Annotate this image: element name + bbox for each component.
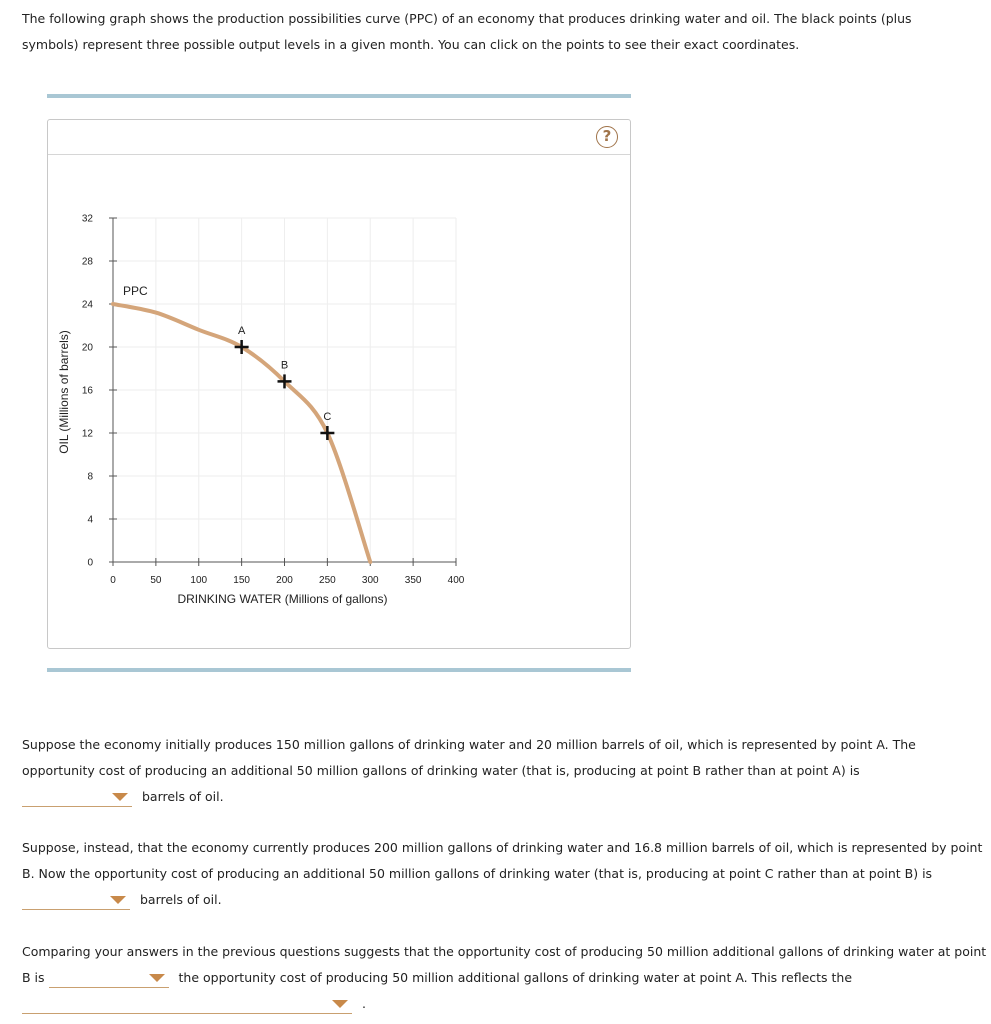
question-1 — [22, 732, 990, 810]
chevron-down-icon — [332, 1000, 348, 1008]
q1-answer-dropdown[interactable] — [22, 788, 132, 807]
point-label: B — [280, 359, 289, 372]
point-label: C — [323, 411, 332, 423]
y-tick-label: 16 — [81, 385, 93, 397]
chart-grid — [113, 218, 456, 562]
point-label: A — [237, 325, 246, 337]
x-tick-label: 100 — [190, 575, 208, 586]
question-2-suffix: barrels of oil. — [139, 892, 222, 907]
y-tick-label: 24 — [81, 299, 93, 311]
question-3-text: Comparing your answers in the previous questions suggests that the opportunity cost of producing 50 million additional gallons of drinking water at point B is — [22, 944, 987, 985]
question-1-text: Suppose the economy initially produces 150 million gallons of drinking water and 20 million barrels of oil, which is represented by point A. The opportunity cost of producing an additional 50 million gallons of drinking water (that is, producing at point B rather than at point A) is — [22, 737, 916, 778]
x-tick-label: 200 — [276, 575, 293, 586]
bottom-divider — [47, 668, 631, 672]
y-axis-label: OIL (Millions of barrels) — [57, 330, 71, 454]
y-tick-label: 32 — [81, 213, 93, 225]
y-tick-label: 20 — [81, 342, 93, 354]
question-2 — [22, 835, 990, 913]
question-3 — [22, 939, 990, 1017]
x-tick-label: 0 — [110, 575, 116, 586]
y-tick-label: 4 — [87, 514, 93, 526]
chevron-down-icon — [110, 896, 126, 904]
chevron-down-icon — [149, 974, 165, 982]
y-tick-label: 8 — [87, 471, 93, 483]
intro-text: The following graph shows the production possibilities curve (PPC) of an economy that produces drinking water and oil. The black points (plus symbols) represent three possible output levels in a given month. You can click on the points to see their exact coordinates. — [22, 11, 912, 52]
help-icon[interactable]: ? — [596, 126, 618, 148]
ppc-curve-label: PPC — [123, 284, 148, 298]
x-tick-label: 50 — [150, 575, 162, 586]
question-1-suffix: barrels of oil. — [141, 789, 224, 804]
x-tick-label: 300 — [361, 575, 379, 586]
chart-axes — [82, 214, 465, 587]
y-tick-label: 12 — [81, 428, 93, 440]
chevron-down-icon — [112, 793, 128, 801]
y-tick-label: 28 — [81, 256, 93, 268]
x-tick-label: 400 — [447, 575, 465, 586]
q3-concept-dropdown[interactable] — [22, 995, 352, 1014]
q3-comparison-dropdown[interactable] — [49, 969, 169, 988]
question-3-suffix: . — [361, 996, 366, 1011]
q2-answer-dropdown[interactable] — [22, 891, 130, 910]
x-tick-label: 250 — [319, 575, 336, 586]
x-tick-label: 350 — [404, 575, 422, 586]
x-tick-label: 150 — [233, 575, 250, 586]
question-3-middle: the opportunity cost of producing 50 million additional gallons of drinking water at point A. This reflects the — [178, 970, 853, 985]
y-tick-label: 0 — [87, 557, 93, 569]
x-axis-label: DRINKING WATER (Millions of gallons) — [177, 592, 388, 606]
question-2-text: Suppose, instead, that the economy currently produces 200 million gallons of drinking water and 16.8 million barrels of oil, which is represented by point B. Now the opportunity cost of producing an additional 50 million gallons of drinking water (that is, producing at point C rather than at point B) is — [22, 840, 983, 881]
